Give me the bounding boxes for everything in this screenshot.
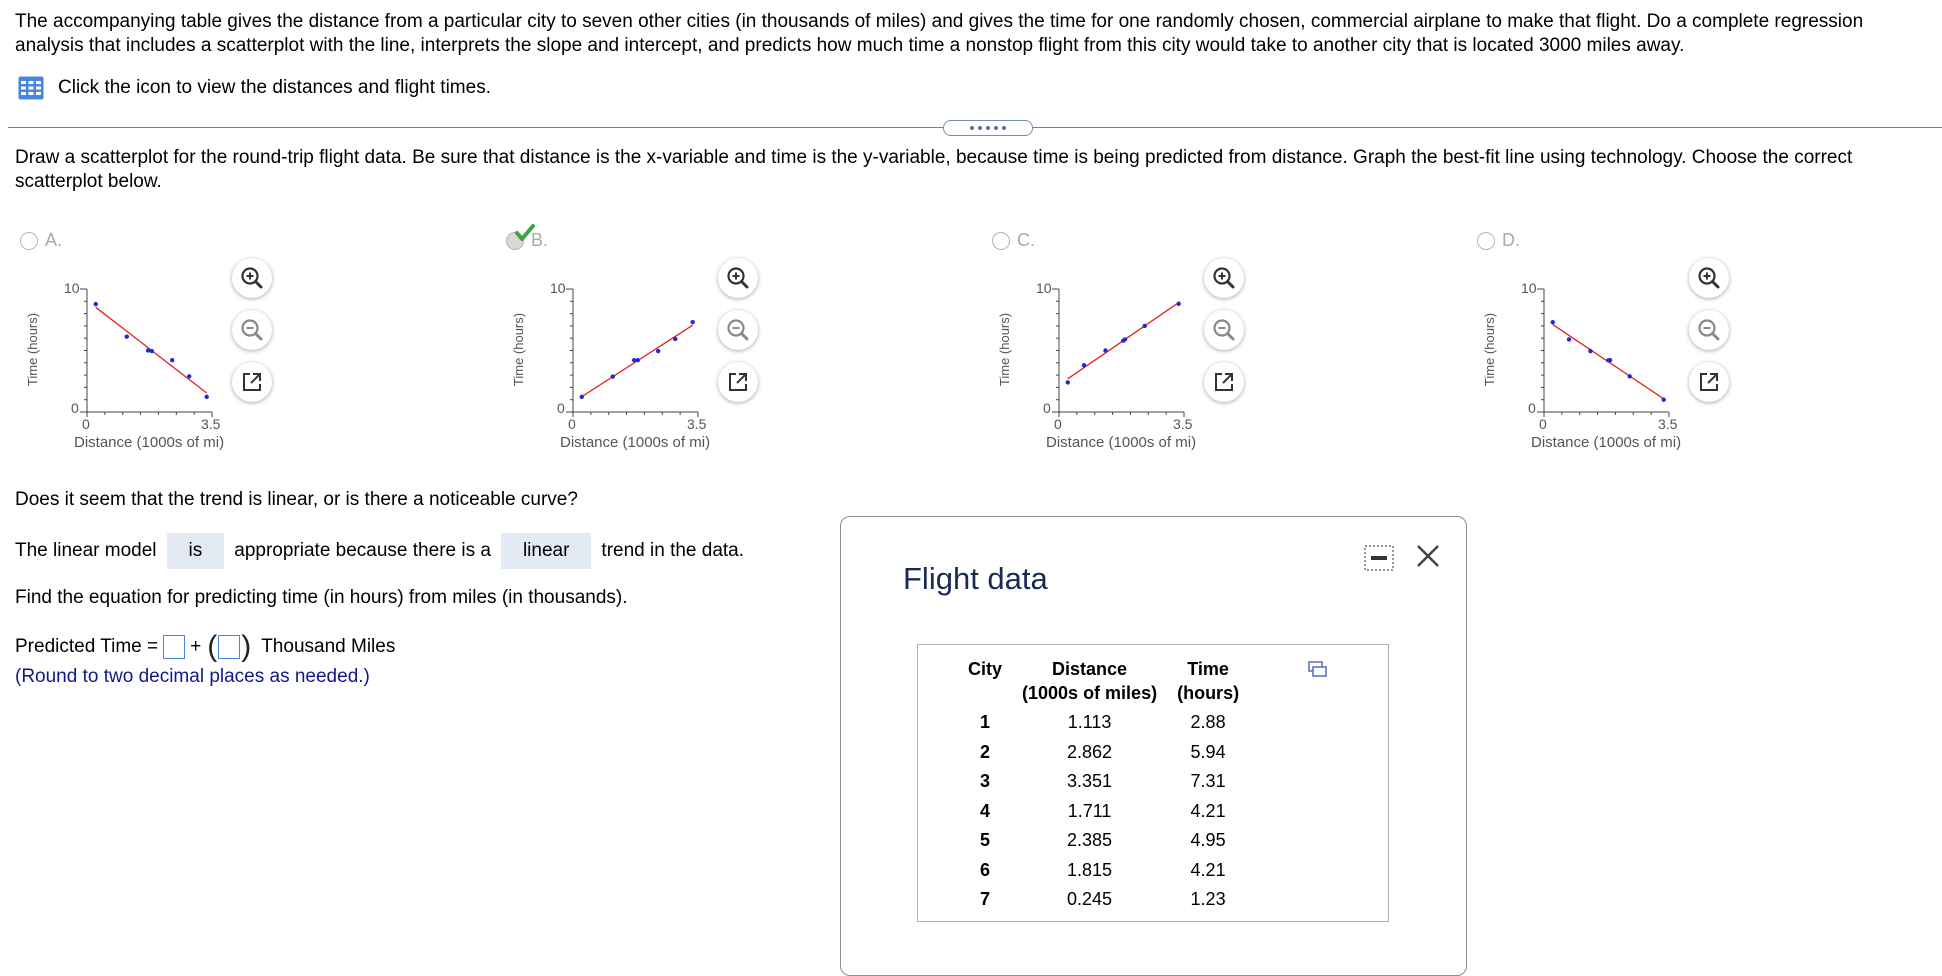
option-a-radio[interactable] xyxy=(20,232,38,250)
option-b[interactable] xyxy=(486,222,786,472)
distance-cell: 1.711 xyxy=(1067,800,1112,821)
data-point xyxy=(1176,302,1180,306)
header-city: City xyxy=(968,659,1003,679)
sentence-part-3: trend in the data. xyxy=(601,540,745,561)
checkmark-icon xyxy=(515,224,535,242)
open-graph-button[interactable] xyxy=(1689,362,1729,402)
zoom-in-icon xyxy=(239,265,265,291)
intro-text: The accompanying table gives the distance from a particular city to seven other cities (in thousands of miles) and gives the time for one randomly chosen, commercial airplane to make that flight. Do a complete regression analysis that includes a scatterplot with the line, interprets the slope and intercept, and predicts how much time a nonstop flight from this city would take to another city that is located 3000 miles away. xyxy=(15,11,1864,56)
distance-cell: 1.815 xyxy=(1067,859,1113,880)
y-max-tick: 10 xyxy=(64,280,80,296)
y-axis-label: Time (hours) xyxy=(511,312,527,387)
divider-handle[interactable] xyxy=(943,120,1033,136)
open-graph-button[interactable] xyxy=(718,362,758,402)
header-distance: Distance (1000s of miles) xyxy=(1022,659,1158,703)
y-min-tick: 0 xyxy=(1528,400,1536,416)
city-cell: 6 xyxy=(980,859,991,880)
equation-prefix: Predicted Time = xyxy=(15,636,159,657)
data-point xyxy=(146,348,150,352)
option-c-letter: C. xyxy=(1017,230,1035,250)
x-min-tick: 0 xyxy=(1054,416,1062,432)
city-cell: 4 xyxy=(980,800,991,821)
data-point xyxy=(656,349,660,353)
sentence-part-2: appropriate because there is a xyxy=(234,540,491,561)
option-b-label[interactable] xyxy=(506,230,548,251)
question-scatterplot: Draw a scatterplot for the round-trip flight data. Be sure that distance is the x-variable and time is the y-variable, because time is being predicted from distance. Graph the best-fit line using technology. Choose the correct scatterplot below. xyxy=(15,147,1853,192)
table-row xyxy=(958,767,1249,797)
table-row xyxy=(958,797,1249,827)
y-max-tick: 10 xyxy=(1521,280,1537,296)
minimize-icon[interactable] xyxy=(1364,545,1394,571)
open-external-icon xyxy=(1698,371,1720,393)
zoom-out-button[interactable] xyxy=(718,310,758,350)
y-min-tick: 0 xyxy=(71,400,79,416)
data-point xyxy=(1567,337,1571,341)
data-point xyxy=(636,358,640,362)
copy-table-icon[interactable] xyxy=(1308,661,1328,679)
option-d-letter: D. xyxy=(1502,230,1520,250)
y-min-tick: 0 xyxy=(1043,400,1051,416)
sentence-part-1: The linear model xyxy=(15,540,157,561)
city-cell: 1 xyxy=(980,712,991,733)
slope-input[interactable] xyxy=(218,635,240,659)
distance-cell: 2.862 xyxy=(1067,741,1113,762)
equation-row xyxy=(15,630,396,663)
data-point xyxy=(690,320,694,324)
x-min-tick: 0 xyxy=(568,416,576,432)
option-d[interactable] xyxy=(1457,222,1757,472)
x-max-tick: 3.5 xyxy=(201,416,221,432)
time-cell: 7.31 xyxy=(1190,771,1226,792)
zoom-in-icon xyxy=(725,265,751,291)
distance-cell: 3.351 xyxy=(1067,771,1113,792)
header-time: Time (hours) xyxy=(1177,659,1240,703)
flight-data-table-container xyxy=(917,644,1389,922)
close-icon[interactable] xyxy=(1413,541,1443,571)
time-cell: 2.88 xyxy=(1190,712,1226,733)
y-max-tick: 10 xyxy=(550,280,566,296)
data-point xyxy=(1082,363,1086,367)
y-axis-label: Time (hours) xyxy=(1482,312,1498,387)
distance-cell: 1.113 xyxy=(1067,712,1112,733)
y-axis-label: Time (hours) xyxy=(997,312,1013,387)
option-a-letter: A. xyxy=(45,230,63,250)
data-point xyxy=(673,337,677,341)
table-row xyxy=(958,738,1249,768)
x-min-tick: 0 xyxy=(82,416,90,432)
option-d-radio[interactable] xyxy=(1477,232,1495,250)
open-graph-button[interactable] xyxy=(1204,362,1244,402)
close-paren: ) xyxy=(241,630,252,663)
equation-suffix: Thousand Miles xyxy=(261,636,396,657)
zoom-in-icon xyxy=(1696,265,1722,291)
table-row xyxy=(958,826,1249,856)
table-grid-icon[interactable] xyxy=(18,76,44,100)
linear-model-sentence xyxy=(15,533,744,569)
table-row xyxy=(958,856,1249,886)
x-axis-label: Distance (1000s of mi) xyxy=(560,434,711,451)
distance-cell: 2.385 xyxy=(1067,830,1113,851)
x-axis-label: Distance (1000s of mi) xyxy=(1046,434,1197,451)
option-c-label[interactable] xyxy=(992,230,1035,251)
data-point xyxy=(1661,398,1665,402)
y-min-tick: 0 xyxy=(557,400,565,416)
city-cell: 3 xyxy=(980,771,991,792)
option-c[interactable] xyxy=(972,222,1272,472)
data-point xyxy=(611,374,615,378)
table-row xyxy=(958,885,1249,915)
x-max-tick: 3.5 xyxy=(687,416,707,432)
data-point xyxy=(187,374,191,378)
x-axis-label: Distance (1000s of mi) xyxy=(1531,434,1682,451)
view-data-label[interactable]: Click the icon to view the distances and flight times. xyxy=(58,77,491,98)
city-cell: 2 xyxy=(980,741,991,762)
flight-data-dialog xyxy=(840,516,1467,976)
dialog-title: Flight data xyxy=(903,561,1048,596)
y-max-tick: 10 xyxy=(1036,280,1052,296)
open-paren: ( xyxy=(207,630,218,663)
flight-data-table xyxy=(958,657,1249,915)
data-point xyxy=(1588,349,1592,353)
option-a-label[interactable] xyxy=(20,230,62,251)
data-point xyxy=(1608,358,1612,362)
time-cell: 4.95 xyxy=(1190,830,1226,851)
x-min-tick: 0 xyxy=(1539,416,1547,432)
table-header-row xyxy=(958,657,1249,708)
open-external-icon xyxy=(1213,371,1235,393)
zoom-out-icon xyxy=(725,317,751,343)
time-cell: 4.21 xyxy=(1190,800,1226,821)
zoom-out-icon xyxy=(1696,317,1722,343)
y-axis-label: Time (hours) xyxy=(25,312,41,387)
zoom-out-button[interactable] xyxy=(1204,310,1244,350)
distance-cell: 0.245 xyxy=(1067,889,1113,910)
intercept-input[interactable] xyxy=(163,635,185,659)
zoom-out-icon xyxy=(239,317,265,343)
option-b-letter: B. xyxy=(531,230,549,250)
zoom-out-button[interactable] xyxy=(232,310,272,350)
data-point xyxy=(1123,337,1127,341)
answer-dropdown-2[interactable]: linear xyxy=(501,533,591,569)
x-axis-label: Distance (1000s of mi) xyxy=(74,434,225,451)
open-external-icon xyxy=(241,371,263,393)
zoom-in-button[interactable] xyxy=(1204,258,1244,298)
zoom-in-button[interactable] xyxy=(718,258,758,298)
zoom-out-icon xyxy=(1211,317,1237,343)
answer-dropdown-1[interactable]: is xyxy=(167,533,225,569)
data-point xyxy=(580,395,584,399)
option-d-label[interactable] xyxy=(1477,230,1520,251)
data-point xyxy=(1628,374,1632,378)
zoom-in-button[interactable] xyxy=(1689,258,1729,298)
zoom-in-icon xyxy=(1211,265,1237,291)
data-point xyxy=(150,349,154,353)
zoom-in-button[interactable] xyxy=(232,258,272,298)
time-cell: 5.94 xyxy=(1190,741,1226,762)
city-cell: 7 xyxy=(980,889,991,910)
question-linear: Does it seem that the trend is linear, or is there a noticeable curve? xyxy=(15,489,578,510)
rounding-hint: (Round to two decimal places as needed.) xyxy=(15,666,370,687)
option-c-radio[interactable] xyxy=(992,232,1010,250)
data-point xyxy=(1066,380,1070,384)
data-point xyxy=(1551,320,1555,324)
equation-plus: + xyxy=(190,636,202,657)
data-point xyxy=(1143,324,1147,328)
option-a[interactable] xyxy=(0,222,300,472)
data-point xyxy=(125,335,129,339)
data-point xyxy=(94,302,98,306)
time-cell: 4.21 xyxy=(1190,859,1226,880)
open-graph-button[interactable] xyxy=(232,362,272,402)
data-point xyxy=(170,358,174,362)
question-equation: Find the equation for predicting time (in hours) from miles (in thousands). xyxy=(15,587,628,608)
open-external-icon xyxy=(727,371,749,393)
view-data-link[interactable] xyxy=(18,76,491,100)
x-max-tick: 3.5 xyxy=(1173,416,1193,432)
time-cell: 1.23 xyxy=(1190,889,1226,910)
city-cell: 5 xyxy=(980,830,991,851)
zoom-out-button[interactable] xyxy=(1689,310,1729,350)
data-point xyxy=(204,395,208,399)
x-max-tick: 3.5 xyxy=(1658,416,1678,432)
data-point xyxy=(1103,348,1107,352)
table-row xyxy=(958,708,1249,738)
